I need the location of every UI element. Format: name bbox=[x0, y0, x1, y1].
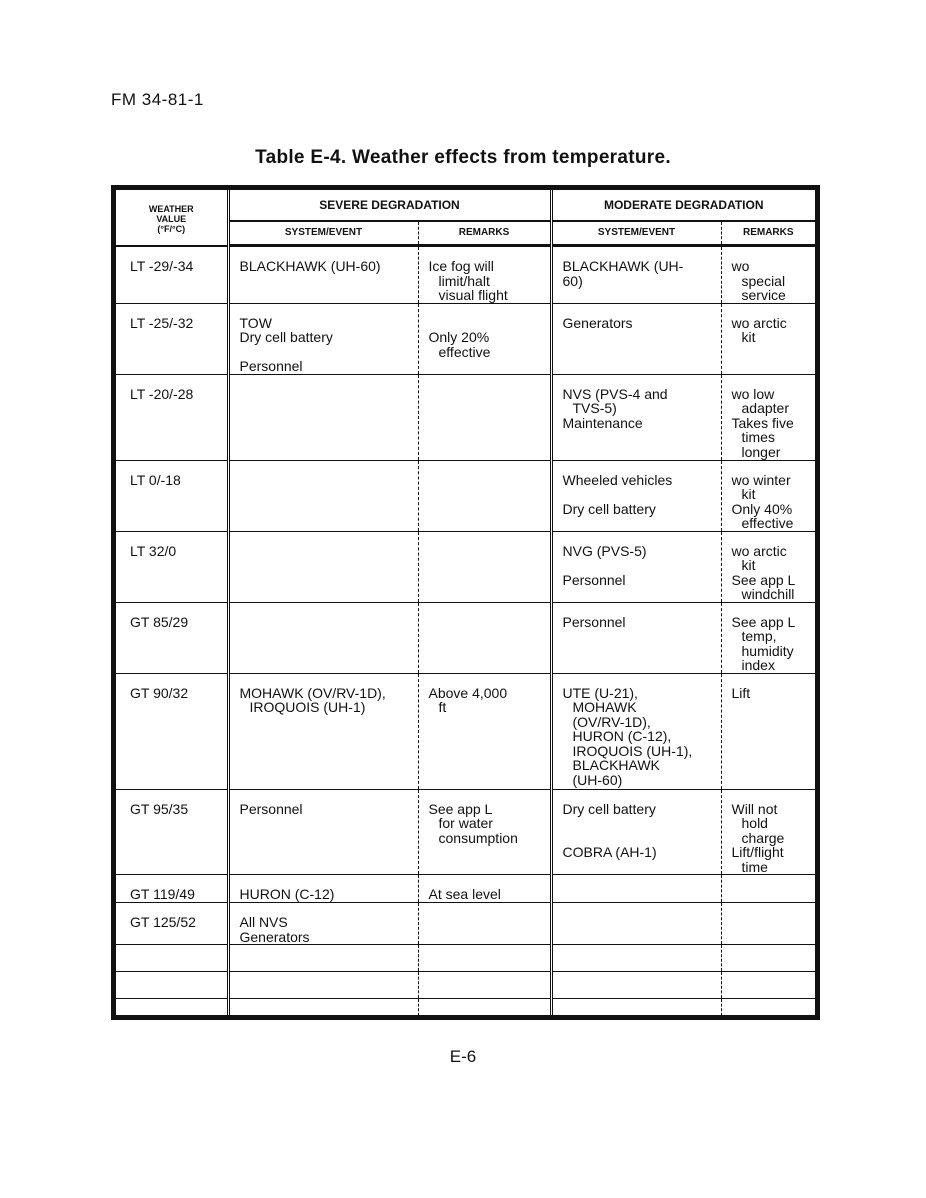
severe-remarks-cell bbox=[418, 999, 551, 1021]
cell-line: kit bbox=[741, 486, 756, 502]
moderate-remarks-header: REMARKS bbox=[721, 221, 815, 246]
cell-line: kit bbox=[741, 329, 756, 345]
cell-line: Lift bbox=[731, 684, 751, 701]
cell-line: Personnel bbox=[239, 358, 303, 374]
cell-line: wo arctic bbox=[731, 314, 787, 331]
severe-remarks-cell bbox=[418, 303, 551, 374]
table-title: Table E-4. Weather effects from temperature. bbox=[255, 147, 671, 168]
moderate-system-event-cell bbox=[551, 374, 721, 460]
moderate-system-event-cell bbox=[551, 945, 721, 972]
cell-line bbox=[429, 316, 546, 331]
cell-line: Takes five bbox=[731, 414, 794, 431]
moderate-remarks-cell bbox=[721, 875, 815, 903]
cell-line: UTE (U-21), bbox=[562, 684, 638, 701]
weather-header-line: WEATHER bbox=[148, 204, 194, 214]
severe-degradation-header: SEVERE DEGRADATION bbox=[228, 190, 551, 221]
cell-line: (UH-60) bbox=[572, 771, 623, 788]
weather-value-cell: LT -29/-34 bbox=[116, 246, 228, 304]
cell-line: hold bbox=[741, 815, 768, 831]
weather-value-cell bbox=[116, 999, 228, 1021]
severe-remarks-header: REMARKS bbox=[418, 221, 551, 246]
moderate-remarks-cell bbox=[721, 531, 815, 602]
severe-system-event-cell bbox=[228, 531, 418, 602]
table-row bbox=[116, 246, 815, 304]
table-row bbox=[116, 374, 815, 460]
cell-line: See app L bbox=[731, 571, 796, 588]
weather-value-cell: GT 85/29 bbox=[116, 602, 228, 673]
cell-line: wo low bbox=[731, 385, 775, 402]
cell-line bbox=[563, 487, 717, 502]
cell-line: Generators bbox=[239, 928, 310, 945]
severe-system-event-header: SYSTEM/EVENT bbox=[228, 221, 418, 246]
weather-value-cell: GT 119/49 bbox=[116, 875, 228, 903]
cell-line: Maintenance bbox=[562, 414, 643, 431]
moderate-remarks-cell bbox=[721, 246, 815, 304]
cell-line: NVS (PVS-4 and bbox=[562, 385, 668, 402]
severe-remarks-cell bbox=[418, 673, 551, 789]
weather-value-cell bbox=[116, 945, 228, 972]
severe-remarks-cell bbox=[418, 531, 551, 602]
cell-line: See app L bbox=[428, 800, 493, 817]
cell-line bbox=[563, 558, 717, 573]
weather-effects-table bbox=[116, 190, 815, 1020]
weather-value-cell: GT 125/52 bbox=[116, 903, 228, 945]
table-row bbox=[116, 945, 815, 972]
table-body bbox=[116, 246, 815, 1021]
cell-line: Only 40% bbox=[731, 500, 793, 517]
severe-system-event-cell bbox=[228, 460, 418, 531]
moderate-remarks-cell bbox=[721, 374, 815, 460]
cell-line: index bbox=[741, 657, 775, 673]
severe-system-event-cell bbox=[228, 303, 418, 374]
severe-remarks-cell bbox=[418, 374, 551, 460]
page-number: E-6 bbox=[449, 1047, 477, 1066]
severe-system-event-cell bbox=[228, 999, 418, 1021]
moderate-remarks-cell bbox=[721, 972, 815, 999]
cell-line: Dry cell battery bbox=[239, 329, 333, 345]
cell-line: BLACKHAWK bbox=[572, 757, 660, 773]
cell-line: Ice fog will bbox=[428, 258, 494, 274]
moderate-system-event-cell bbox=[551, 303, 721, 374]
moderate-system-event-cell bbox=[551, 246, 721, 304]
moderate-system-event-cell bbox=[551, 972, 721, 999]
moderate-system-event-cell bbox=[551, 531, 721, 602]
severe-remarks-cell bbox=[418, 903, 551, 945]
cell-line: kit bbox=[741, 557, 756, 573]
moderate-system-event-cell bbox=[551, 460, 721, 531]
moderate-remarks-cell bbox=[721, 303, 815, 374]
moderate-degradation-header: MODERATE DEGRADATION bbox=[551, 190, 815, 221]
cell-line: Generators bbox=[562, 314, 633, 331]
cell-line: NVG (PVS-5) bbox=[562, 542, 647, 559]
table-row bbox=[116, 999, 815, 1021]
cell-line: Only 20% bbox=[428, 329, 490, 345]
severe-remarks-cell bbox=[418, 789, 551, 875]
cell-line: for water bbox=[438, 815, 493, 831]
severe-remarks-cell bbox=[418, 875, 551, 903]
severe-remarks-cell bbox=[418, 460, 551, 531]
cell-line: COBRA (AH-1) bbox=[562, 844, 657, 860]
weather-value-cell: LT -25/-32 bbox=[116, 303, 228, 374]
cell-line: IROQUOIS (UH-1), bbox=[572, 742, 693, 759]
cell-line bbox=[240, 345, 414, 360]
cell-line: Personnel bbox=[562, 613, 626, 630]
cell-line: 60) bbox=[562, 272, 583, 289]
cell-line bbox=[563, 831, 717, 846]
cell-line: At sea level bbox=[428, 886, 501, 902]
cell-line: special bbox=[741, 272, 786, 289]
severe-system-event-cell bbox=[228, 374, 418, 460]
table-row bbox=[116, 303, 815, 374]
cell-line bbox=[563, 816, 717, 831]
table-row bbox=[116, 972, 815, 999]
weather-header-line: VALUE bbox=[156, 214, 187, 224]
moderate-system-event-cell bbox=[551, 875, 721, 903]
weather-value-cell bbox=[116, 972, 228, 999]
cell-line: windchill bbox=[741, 586, 795, 602]
severe-system-event-cell bbox=[228, 789, 418, 875]
cell-line: HURON (C-12) bbox=[239, 886, 335, 902]
weather-value-cell: GT 95/35 bbox=[116, 789, 228, 875]
table-row bbox=[116, 673, 815, 789]
cell-line: Personnel bbox=[562, 571, 626, 588]
cell-line: adapter bbox=[741, 400, 789, 416]
cell-line: See app L bbox=[731, 613, 796, 630]
running-head: FM 34-81-1 bbox=[111, 90, 204, 109]
cell-line: HURON (C-12), bbox=[572, 728, 672, 744]
cell-line: Will not bbox=[731, 800, 778, 817]
table-row bbox=[116, 875, 815, 903]
cell-line: BLACKHAWK (UH- bbox=[562, 258, 684, 274]
cell-line: longer bbox=[741, 443, 781, 460]
moderate-remarks-cell bbox=[721, 903, 815, 945]
moderate-system-event-cell bbox=[551, 602, 721, 673]
cell-line: Wheeled vehicles bbox=[562, 471, 673, 488]
moderate-system-event-header: SYSTEM/EVENT bbox=[551, 221, 721, 246]
moderate-system-event-cell bbox=[551, 673, 721, 789]
cell-line: Dry cell battery bbox=[562, 800, 656, 817]
severe-system-event-cell bbox=[228, 945, 418, 972]
cell-line: TVS-5) bbox=[572, 400, 617, 416]
cell-line: temp, bbox=[741, 628, 777, 644]
severe-system-event-cell bbox=[228, 972, 418, 999]
weather-value-cell: GT 90/32 bbox=[116, 673, 228, 789]
severe-system-event-cell bbox=[228, 246, 418, 304]
table-row bbox=[116, 903, 815, 945]
severe-remarks-cell bbox=[418, 246, 551, 304]
cell-line: charge bbox=[741, 829, 785, 846]
severe-system-event-cell bbox=[228, 903, 418, 945]
cell-line: IROQUOIS (UH-1) bbox=[249, 699, 366, 715]
moderate-remarks-cell bbox=[721, 789, 815, 875]
moderate-system-event-cell bbox=[551, 789, 721, 875]
cell-line: (OV/RV-1D), bbox=[572, 713, 651, 730]
moderate-system-event-cell bbox=[551, 903, 721, 945]
cell-line: Above 4,000 bbox=[428, 684, 508, 701]
table-row bbox=[116, 602, 815, 673]
cell-line: wo bbox=[731, 258, 750, 274]
cell-line: ft bbox=[438, 699, 447, 715]
table-frame bbox=[111, 185, 820, 1020]
cell-line: effective bbox=[741, 515, 794, 531]
cell-line: visual flight bbox=[438, 287, 508, 303]
cell-line: All NVS bbox=[239, 914, 288, 930]
cell-line: consumption bbox=[438, 829, 518, 846]
cell-line: Dry cell battery bbox=[562, 500, 656, 517]
cell-line: limit/halt bbox=[438, 272, 490, 289]
weather-header-line: (°F/°C) bbox=[157, 224, 186, 234]
moderate-system-event-cell bbox=[551, 999, 721, 1021]
cell-line: Lift/flight bbox=[731, 844, 784, 860]
moderate-remarks-cell bbox=[721, 602, 815, 673]
weather-value-cell: LT 0/-18 bbox=[116, 460, 228, 531]
cell-line: effective bbox=[438, 343, 491, 360]
cell-line: MOHAWK bbox=[572, 699, 637, 715]
severe-remarks-cell bbox=[418, 945, 551, 972]
moderate-remarks-cell bbox=[721, 945, 815, 972]
moderate-remarks-cell bbox=[721, 673, 815, 789]
weather-value-cell: LT 32/0 bbox=[116, 531, 228, 602]
severe-remarks-cell bbox=[418, 602, 551, 673]
table-row bbox=[116, 460, 815, 531]
table-row bbox=[116, 531, 815, 602]
moderate-remarks-cell bbox=[721, 460, 815, 531]
cell-line: wo arctic bbox=[731, 542, 787, 559]
cell-line: Personnel bbox=[239, 800, 303, 817]
weather-value-header bbox=[116, 190, 228, 246]
severe-system-event-cell bbox=[228, 875, 418, 903]
cell-line: humidity bbox=[741, 642, 794, 659]
weather-value-cell: LT -20/-28 bbox=[116, 374, 228, 460]
cell-line: TOW bbox=[239, 314, 272, 331]
cell-line: wo winter bbox=[731, 471, 791, 488]
cell-line: MOHAWK (OV/RV-1D), bbox=[239, 684, 386, 701]
table-row bbox=[116, 789, 815, 875]
cell-line: time bbox=[741, 858, 768, 875]
cell-line: service bbox=[741, 287, 786, 303]
cell-line: BLACKHAWK (UH-60) bbox=[239, 258, 381, 274]
cell-line: times bbox=[741, 429, 775, 445]
severe-system-event-cell bbox=[228, 673, 418, 789]
severe-remarks-cell bbox=[418, 972, 551, 999]
severe-system-event-cell bbox=[228, 602, 418, 673]
moderate-remarks-cell bbox=[721, 999, 815, 1021]
